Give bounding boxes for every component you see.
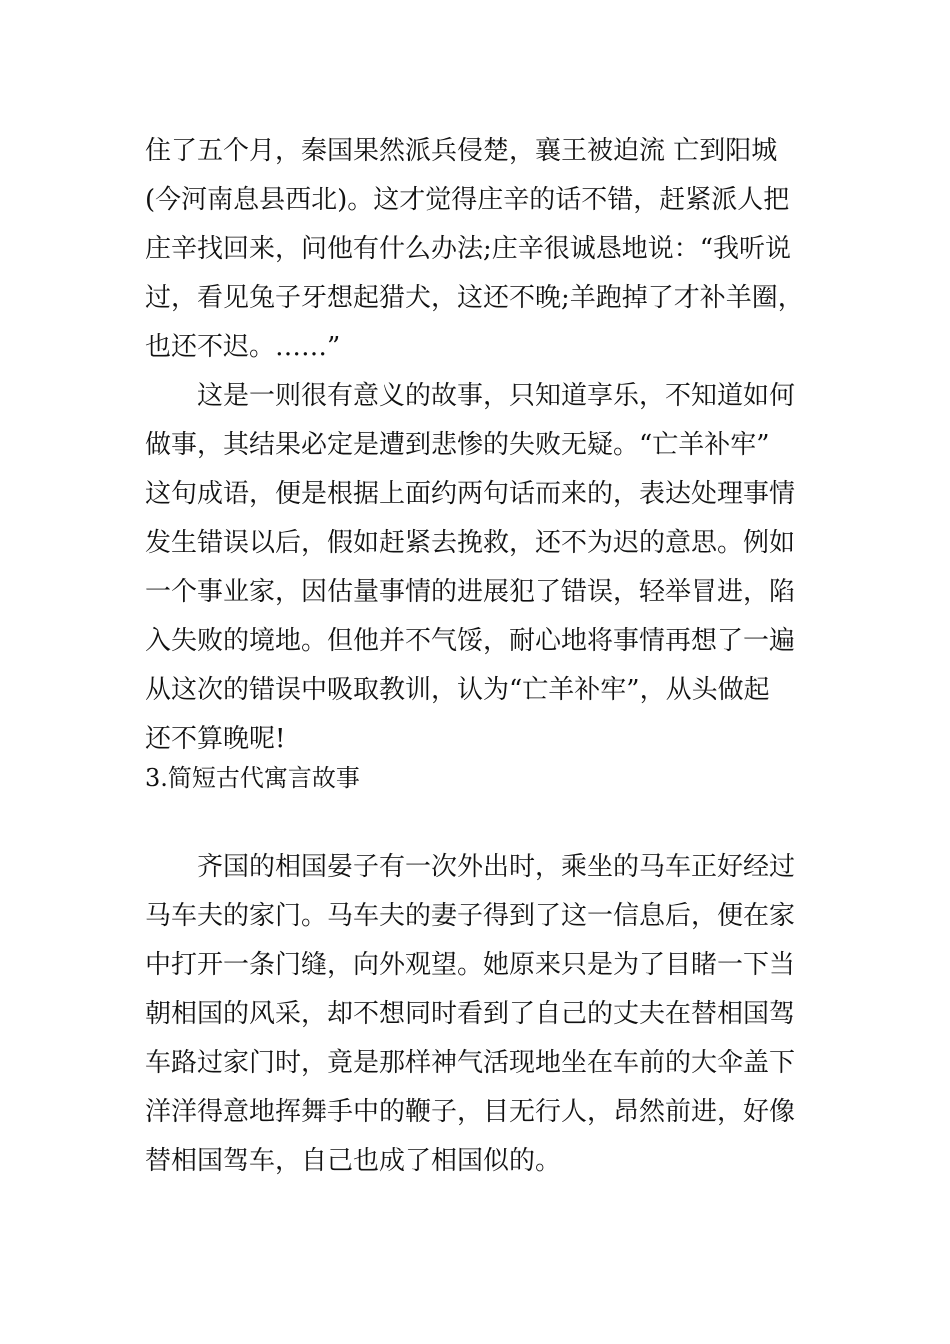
paragraph-1-line: 过，看见兔子牙想起猎犬，这还不晚;羊跑掉了才补羊圈， (145, 283, 804, 313)
paragraph-2-line: 做事，其结果必定是遭到悲惨的失败无疑。“亡羊补牢” (145, 430, 770, 460)
paragraph-2-line: 还不算晚呢! (145, 724, 286, 754)
paragraph-1-line: 庄辛找回来，问他有什么办法;庄辛很诚恳地说：“我听说 (145, 234, 792, 264)
paragraph-3-line: 中打开一条门缝，向外观望。她原来只是为了目睹一下当 (145, 950, 796, 980)
paragraph-1-line: 也还不迟。……” (145, 332, 341, 362)
paragraph-3-line: 马车夫的家门。马车夫的妻子得到了这一信息后，便在家 (145, 901, 796, 931)
paragraph-3-line: 洋洋得意地挥舞手中的鞭子，目无行人，昂然前进，好像 (145, 1097, 796, 1127)
paragraph-2-line: 这是一则很有意义的故事，只知道享乐，不知道如何 (197, 381, 796, 411)
paragraph-2-line: 发生错误以后，假如赶紧去挽救，还不为迟的意思。例如 (145, 528, 796, 558)
text-column-bottom (145, 843, 810, 1186)
paragraph-2-line: 入失败的境地。但他并不气馁，耐心地将事情再想了一遍 (145, 626, 796, 656)
paragraph-3-line: 朝相国的风采，却不想同时看到了自己的丈夫在替相国驾 (145, 999, 796, 1029)
paragraph-1-line: (今河南息县西北)。这才觉得庄辛的话不错，赶紧派人把 (145, 185, 790, 215)
paragraph-2-line: 从这次的错误中吸取教训，认为“亡羊补牢”，从头做起 (145, 675, 770, 705)
paragraph-2-line: 这句成语，便是根据上面约两句话而来的，表达处理事情 (145, 479, 796, 509)
text-column-top (145, 127, 810, 764)
section-heading: 3.简短古代寓言故事 (145, 764, 360, 792)
paragraph-1-line: 住了五个月，秦国果然派兵侵楚，襄王被迫流 亡到阳城 (145, 136, 778, 166)
paragraph-3-line: 替相国驾车，自己也成了相国似的。 (145, 1146, 562, 1176)
paragraph-3-line: 齐国的相国晏子有一次外出时，乘坐的马车正好经过 (197, 852, 796, 882)
paragraph-3-line: 车路过家门时，竟是那样神气活现地坐在车前的大伞盖下 (145, 1048, 796, 1078)
paragraph-2-line: 一个事业家，因估量事情的进展犯了错误，轻举冒进，陷 (145, 577, 796, 607)
